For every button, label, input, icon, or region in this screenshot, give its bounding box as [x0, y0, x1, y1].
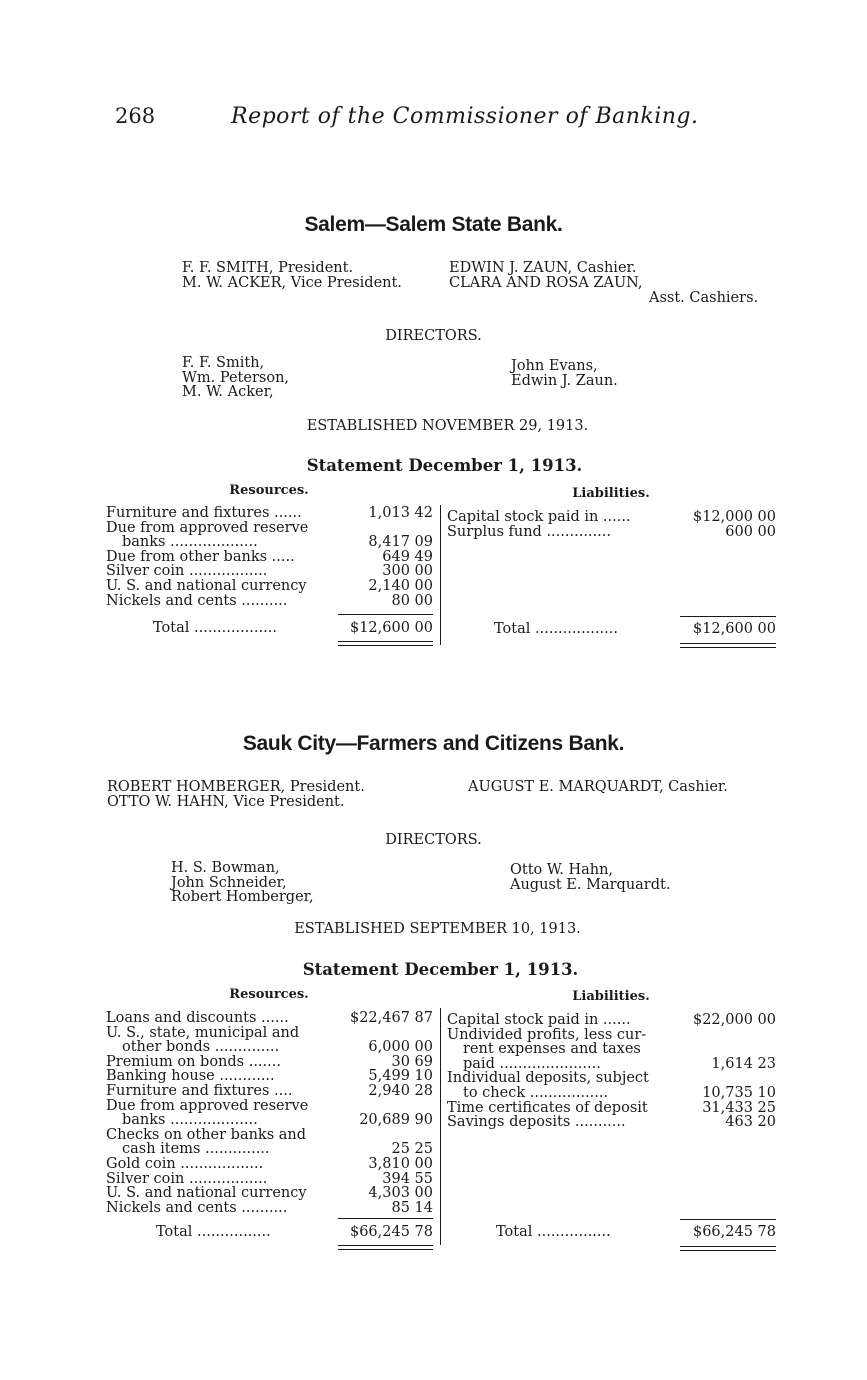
- column-divider: [440, 1008, 441, 1245]
- total-label: Total ..................: [153, 620, 277, 636]
- director: John Schneider,: [171, 874, 287, 891]
- liabilities-total: [447, 1225, 776, 1240]
- resource-row: Silver coin ................. 300 00: [106, 563, 433, 580]
- liability-row: Surplus fund .............. 600 00: [447, 523, 776, 540]
- director: Otto W. Hahn,: [510, 862, 614, 878]
- resource-row: Due from approved reserve: [106, 519, 309, 536]
- directors-left: [171, 861, 314, 905]
- officers-right: [449, 261, 643, 290]
- director: M. W. Acker,: [182, 384, 274, 400]
- resource-row: Furniture and fixtures .... 2,940 28: [106, 1082, 433, 1099]
- total-rule: [338, 614, 433, 615]
- resources-list: [106, 1011, 433, 1215]
- director: H. S. Bowman,: [171, 860, 280, 876]
- resource-row: Banking house ............ 5,499 10: [106, 1068, 433, 1085]
- directors-heading: DIRECTORS.: [385, 832, 482, 848]
- liability-row: Individual deposits, subject: [447, 1070, 649, 1087]
- total-amount: $12,600 00: [349, 620, 433, 636]
- total-rule: [680, 616, 776, 617]
- total-label: Total ................: [156, 1224, 271, 1240]
- officer-president: F. F. SMITH, President.: [182, 260, 354, 276]
- resources-heading: Resources.: [229, 987, 309, 1002]
- officers-left: [182, 261, 402, 290]
- resource-row: Due from other banks ..... 649 49: [106, 548, 433, 565]
- total-amount: $66,245 78: [349, 1224, 433, 1240]
- resource-row: other bonds .............. 6,000 00: [122, 1039, 433, 1056]
- director: F. F. Smith,: [182, 355, 265, 371]
- total-amount: $66,245 78: [692, 1224, 776, 1240]
- officer-cashier: EDWIN J. ZAUN, Cashier.: [449, 260, 637, 276]
- total-label: Total ..................: [494, 621, 618, 637]
- double-rule: [680, 643, 776, 648]
- liabilities-list: [447, 510, 776, 539]
- total-label: Total ................: [496, 1224, 611, 1240]
- director: Robert Homberger,: [171, 889, 314, 905]
- resources-list: [106, 506, 433, 608]
- statement-heading: Statement December 1, 1913.: [306, 456, 583, 475]
- officer-cashier: AUGUST E. MARQUARDT, Cashier.: [468, 779, 728, 795]
- resource-row: Gold coin .................. 3,810 00: [106, 1155, 433, 1172]
- resource-row: banks ................... 8,417 09: [122, 534, 433, 551]
- bank-title-sauk-city: Sauk City—Farmers and Citizens Bank.: [242, 732, 625, 755]
- resource-row: Loans and discounts ...... $22,467 87: [106, 1010, 433, 1026]
- officer-president: ROBERT HOMBERGER, President.: [107, 779, 365, 795]
- bank-title-salem: Salem—Salem State Bank.: [304, 213, 563, 236]
- officer-vice-president: M. W. ACKER, Vice President.: [182, 274, 402, 291]
- double-rule: [680, 1246, 776, 1251]
- total-amount: $12,600 00: [692, 621, 776, 637]
- officer-asst-cashiers: CLARA AND ROSA ZAUN,: [449, 274, 643, 291]
- liabilities-heading: Liabilities.: [572, 989, 650, 1004]
- resource-row: Silver coin ................. 394 55: [106, 1170, 433, 1187]
- liability-row: Time certificates of deposit 31,433 25: [447, 1099, 776, 1116]
- director: Wm. Peterson,: [182, 369, 290, 386]
- liability-row: Capital stock paid in ...... $22,000 00: [447, 1012, 776, 1028]
- officers-left: [107, 780, 365, 809]
- liability-row: rent expenses and taxes: [463, 1041, 641, 1058]
- resource-row: Premium on bonds ....... 30 69: [106, 1053, 433, 1070]
- resource-row: Furniture and fixtures ...... 1,013 42: [106, 505, 433, 521]
- liabilities-list: [447, 1013, 776, 1130]
- total-rule: [680, 1219, 776, 1220]
- statement-heading: Statement December 1, 1913.: [302, 960, 579, 979]
- running-title: Report of the Commissioner of Banking.: [231, 104, 699, 129]
- liability-row: Savings deposits ........... 463 20: [447, 1114, 776, 1131]
- column-divider: [440, 505, 441, 645]
- director: Edwin J. Zaun.: [511, 372, 618, 389]
- director: John Evans,: [511, 358, 598, 374]
- resource-row: Nickels and cents .......... 80 00: [106, 592, 433, 609]
- established-date: ESTABLISHED SEPTEMBER 10, 1913.: [294, 921, 581, 937]
- directors-right: [510, 863, 670, 892]
- resource-row: cash items .............. 25 25: [122, 1141, 433, 1158]
- liability-row: paid ...................... 1,614 23: [463, 1055, 776, 1072]
- directors-left: [182, 356, 289, 400]
- resource-row: Nickels and cents .......... 85 14: [106, 1199, 433, 1216]
- resource-row: Due from approved reserve: [106, 1097, 309, 1114]
- double-rule: [338, 641, 433, 646]
- resource-row: U. S., state, municipal and: [106, 1024, 300, 1041]
- double-rule: [338, 1245, 433, 1250]
- resource-row: U. S. and national currency 4,303 00: [106, 1185, 433, 1202]
- liabilities-total: [447, 622, 776, 637]
- officer-asst-cashiers-title: Asst. Cashiers.: [649, 290, 759, 306]
- liability-row: Undivided profits, less cur-: [447, 1026, 647, 1043]
- resource-row: Checks on other banks and: [106, 1126, 307, 1143]
- page-number: 268: [115, 104, 156, 128]
- directors-heading: DIRECTORS.: [385, 328, 482, 344]
- director: August E. Marquardt.: [510, 876, 671, 893]
- resource-row: banks ................... 20,689 90: [122, 1112, 433, 1129]
- liabilities-heading: Liabilities.: [572, 486, 650, 501]
- resources-total: [106, 621, 433, 636]
- officer-vice-president: OTTO W. HAHN, Vice President.: [107, 793, 345, 810]
- resources-total: [106, 1225, 433, 1240]
- directors-right: [511, 359, 618, 388]
- liability-row: to check ................. 10,735 10: [463, 1084, 776, 1101]
- resources-heading: Resources.: [229, 483, 309, 498]
- total-rule: [338, 1218, 433, 1219]
- established-date: ESTABLISHED NOVEMBER 29, 1913.: [306, 418, 589, 434]
- resource-row: U. S. and national currency 2,140 00: [106, 577, 433, 594]
- liability-row: Capital stock paid in ...... $12,000 00: [447, 509, 776, 525]
